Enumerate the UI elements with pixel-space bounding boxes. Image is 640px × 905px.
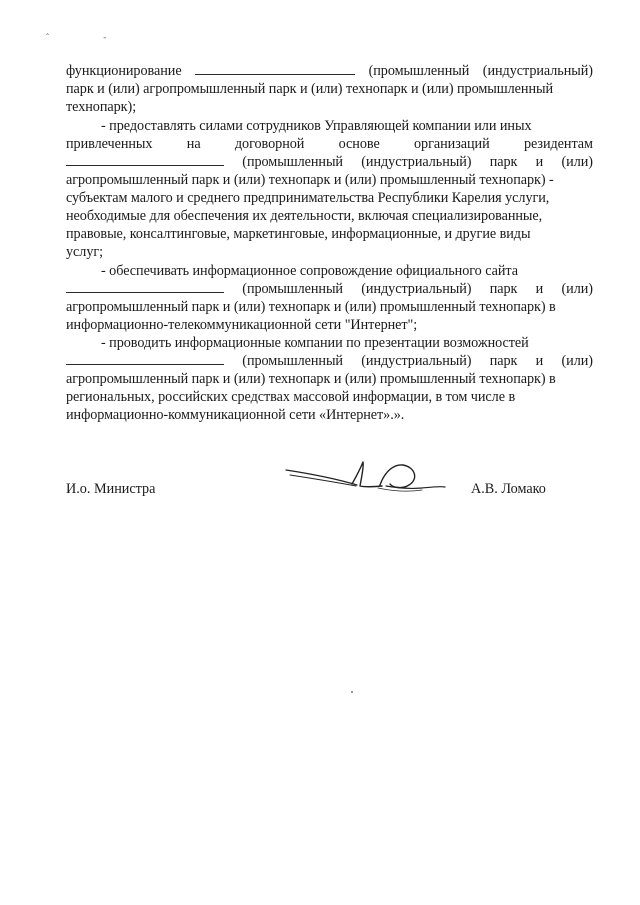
text-line [101,116,593,136]
text-segment: - проводить информационные компании по презентации возможностей [101,335,529,351]
text-line [66,297,593,317]
text-line [66,170,593,190]
text-line [66,224,593,244]
text-segment: агропромышленный парк и (или) технопарк и (или) промышленный технопарк) - [66,172,554,188]
signatory-name: А.В. Ломако [471,481,546,497]
scan-dot [351,691,353,693]
fill-in-blank [66,152,224,166]
text-line [66,387,593,407]
text-segment: субъектам малого и среднего предпринимательства Республики Карелия услуги, [66,190,550,206]
text-segment: (индустриальный) [361,281,472,297]
text-segment: и [535,353,544,369]
handwritten-signature [282,452,458,500]
text-segment: на [186,136,201,152]
fill-in-blank [195,61,355,75]
text-segment: агропромышленный парк и (или) технопарк и (или) промышленный технопарк) в [66,299,556,315]
text-segment: и [535,281,544,297]
text-segment: (индустриальный) [361,154,472,170]
text-segment: (промышленный [242,353,343,369]
text-segment: технопарк); [66,99,137,115]
text-segment: основе [338,136,380,152]
fill-in-blank [66,279,224,293]
text-segment: парк и (или) агропромышленный парк и (или) технопарк и (или) промышленный [66,81,554,97]
text-line [66,206,593,226]
text-line [66,61,593,81]
text-line [66,134,593,154]
signatory-position: И.о. Министра [66,481,156,497]
text-segment: - предоставлять силами сотрудников Управляющей компании или иных [101,118,532,134]
text-segment: привлеченных [66,136,153,152]
text-segment: парк [489,281,518,297]
text-line [66,351,593,371]
text-segment: и [535,154,544,170]
text-line [66,279,593,299]
text-segment: информационно-телекоммуникационной сети "Интернет"; [66,317,418,333]
text-line [101,261,593,281]
text-line [66,152,593,172]
text-segment: региональных, российских средствах массовой информации, в том числе в [66,389,516,405]
text-line [66,405,404,425]
text-line [66,188,593,208]
text-segment: правовые, консалтинговые, маркетинговые, информационные, и другие виды [66,226,531,242]
text-segment: (индустриальный) [361,353,472,369]
scan-marks: ˆ - [46,32,133,42]
text-segment: (или) [561,154,593,170]
text-segment: (промышленный [242,281,343,297]
text-segment: услуг; [66,244,104,260]
text-segment: (или) [561,353,593,369]
text-line [66,369,593,389]
text-segment: (или) [561,281,593,297]
text-segment: необходимые для обеспечения их деятельности, включая специализированные, [66,208,543,224]
text-segment: договорной [234,136,305,152]
text-segment: (индустриальный) [482,63,593,79]
text-segment: парк [489,154,518,170]
text-line [66,97,136,117]
text-line [101,333,593,353]
text-segment: информационно-коммуникационной сети «Интернет».». [66,407,405,423]
text-segment: функционирование [66,63,182,79]
text-segment: (промышленный [368,63,470,79]
text-line [66,315,417,335]
text-segment: агропромышленный парк и (или) технопарк и (или) промышленный технопарк) в [66,371,556,387]
text-segment: парк [489,353,518,369]
text-segment: резидентам [523,136,593,152]
text-line [66,79,593,99]
text-segment: - обеспечивать информационное сопровождение официального сайта [101,263,518,279]
text-segment: организаций [414,136,490,152]
text-segment: (промышленный [242,154,343,170]
text-line [66,242,103,262]
fill-in-blank [66,351,224,365]
